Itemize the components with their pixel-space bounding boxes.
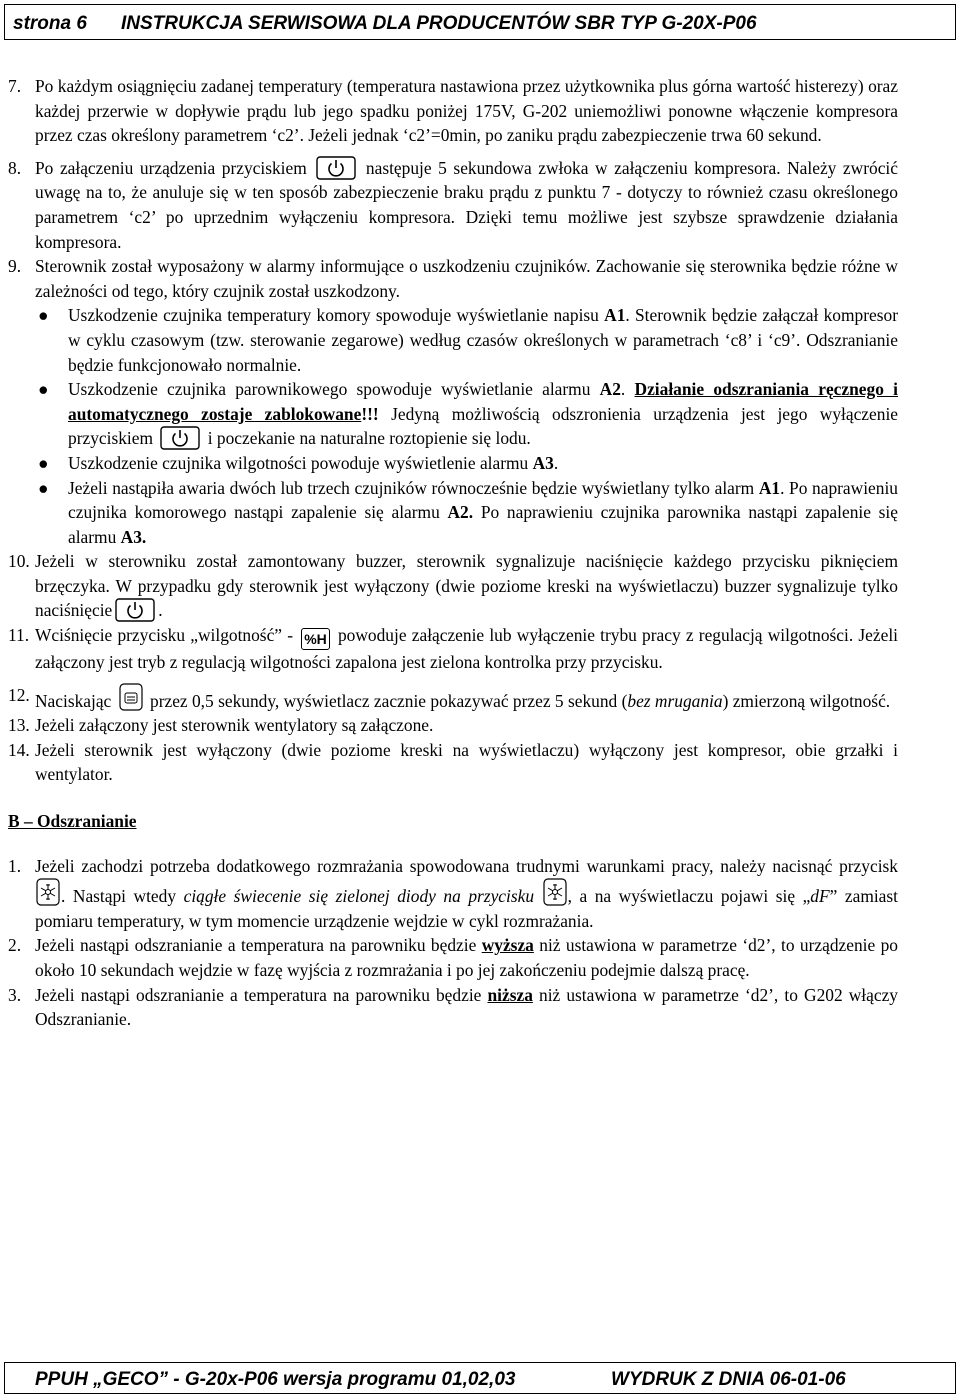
bullet-item-a3: ● Uszkodzenie czujnika wilgotności powoduje wyświetlenie alarmu A3.	[8, 451, 898, 476]
power-button-icon	[160, 426, 200, 450]
list-item-8: 8. Po załączeniu urządzenia przyciskiem następuje 5 sekundowa zwłoka w załączeniu kompresora. Należy zwrócić uwagę na to, że anuluje się w ten sposób zabezpieczenie braku prądu z punktu 7 - dotyczy to również czasu określonego parametrem ‘c2’ po uprzednim wyłączeniu kompresora. Dzięki temu możliwe jest szybsze sprawdzenie działania kompresora.	[8, 157, 898, 252]
display-button-icon	[119, 683, 143, 711]
bullet-icon: ●	[38, 452, 49, 473]
alarm-code: A1	[758, 477, 781, 498]
alarm-code: A3	[532, 452, 554, 473]
bullet-icon: ●	[38, 305, 49, 326]
defrost-button-icon	[36, 878, 60, 906]
alarm-code: A2.	[447, 502, 474, 523]
bullet-item-multi: ● Jeżeli nastąpiła awaria dwóch lub trzech czujników równocześnie będzie wyświetlany tylko alarm A1. Po naprawieniu czujnika komorowego nastąpi zapalenie się alarmu A2. Po naprawieniu czujnika parownika nastąpi zapalenie się alarmu A3.	[38, 477, 898, 547]
footer-product: PPUH „GECO” - G-20x-P06 wersja programu 01,02,03	[35, 1369, 516, 1390]
bullet-icon: ●	[38, 477, 49, 498]
page-footer	[4, 1362, 956, 1394]
bullet-icon: ●	[38, 379, 49, 400]
defrost-item-3: 3. Jeżeli nastąpi odszranianie a temperatura na parowniku będzie niższa niż ustawiona w parametrze ‘d2’, to G202 włączy Odszranianie.	[8, 984, 898, 1030]
section-title: B – Odszranianie	[8, 811, 137, 832]
alarm-code: A3.	[120, 526, 147, 547]
list-item-12: 12. Naciskając przez 0,5 sekundy, wyświetlacz zacznie pokazywać przez 5 sekund (bez mrugania) zmierzoną wilgotność.	[8, 684, 891, 711]
footer-print-date: WYDRUK Z DNIA 06-01-06	[611, 1369, 846, 1390]
document-body	[8, 74, 898, 1032]
defrost-item-1: 1. Jeżeli zachodzi potrzeba dodatkowego rozmrażania spowodowana trudnymi warunkami pracy, należy nacisnąć przycisk . Nastąpi wtedy ciągłe świecenie się zielonej diody na przycisku , a na wyświetlaczu pojawi się „dF” zamiast pomiaru temperatury, w tym momencie urządzenie wejdzie w cykl rozmrażania.	[8, 855, 898, 931]
alarm-code: A2	[599, 379, 621, 400]
power-button-icon	[115, 598, 155, 622]
bullet-item-a1: ● Uszkodzenie czujnika temperatury komory spowoduje wyświetlanie napisu A1. Sterownik będzie załączał kompresor w cyklu czasowym (tzw. sterowanie zegarowe) według czasów określonych w parametrach ‘c8’ i ‘c9’. Odszranianie będzie funkcjonowało normalnie.	[38, 305, 898, 375]
list-item-11: 11. Wciśnięcie przycisku „wilgotność” - %H powoduje załączenie lub wyłączenie trybu pracy z regulacją wilgotności. Jeżeli załączony jest tryb z regulacją wilgotności zapalona jest zielona kontrolka przy przycisku.	[8, 625, 898, 673]
page-header	[4, 4, 956, 40]
list-item-7: 7. Po każdym osiągnięciu zadanej temperatury (temperatura nastawiona przez użytkownika plus górna wartość histerezy) oraz każdej przerwie w dopływie prądu lub jego spadku poniżej 175V, G-202 uniemożliwi ponowne włączenie kompresora przez czas określony parametrem ‘c2’. Jeżeli jednak ‘c2’=0min, po zaniku prądu zabezpieczenie trwa 60 sekund.	[8, 76, 898, 146]
alarm-code: A1	[604, 305, 626, 326]
humidity-button-icon: %H	[301, 628, 330, 650]
list-item-13: 13. Jeżeli załączony jest sterownik wentylatory są załączone.	[8, 715, 434, 736]
list-item-10: 10. Jeżeli w sterowniku został zamontowany buzzer, sterownik sygnalizuje naciśnięcie każdego przycisku piknięciem brzęczyka. W przypadku gdy sterownik jest wyłączony (dwie poziome kreski na wyświetlaczu) buzzer sygnalizuje tylko naciśnięcie .	[8, 551, 898, 621]
list-item-14: 14. Jeżeli sterownik jest wyłączony (dwie poziome kreski na wyświetlaczu) wyłączony jest kompresor, obie grzałki i wentylator.	[8, 739, 898, 785]
warning-text: Działanie odszraniania ręcznego i automatycznego zostaje zablokowane	[68, 379, 898, 424]
page-number: strona 6	[13, 13, 87, 34]
defrost-button-icon	[543, 878, 567, 906]
power-button-icon	[316, 156, 356, 180]
list-item-9: 9. Sterownik został wyposażony w alarmy informujące o uszkodzeniu czujników. Zachowanie się sterownika będzie różne w zależności od tego, który czujnik został uszkodzony.	[8, 256, 898, 301]
item-text: Po każdym osiągnięciu zadanej temperatury (temperatura nastawiona przez użytkownika plus górna wartość histerezy) oraz każdej przerwie w dopływie prądu lub jego spadku poniżej 175V, G-202 uniemożliwi ponowne włączenie kompresora przez czas określony parametrem ‘c2’. Jeżeli jednak ‘c2’=0min, po zaniku prądu zabezpieczenie trwa 60 sekund.	[35, 76, 898, 146]
document-title: INSTRUKCJA SERWISOWA DLA PRODUCENTÓW SBR TYP G-20X-P06	[121, 13, 757, 34]
defrost-item-2: 2. Jeżeli nastąpi odszranianie a temperatura na parowniku będzie wyższa niż ustawiona w parametrze ‘d2’, to urządzenie po około 10 sekundach wejdzie w fazę wyjścia z rozmrażania i po jej zakończeniu podejmie dalszą pracę.	[8, 935, 898, 980]
bullet-item-a2: ● Uszkodzenie czujnika parownikowego spowoduje wyświetlanie alarmu A2. Działanie odszraniania ręcznego i automatycznego zostaje zablokowane!!! Jedyną możliwością odszronienia urządzenia jest jego wyłączenie przyciskiem i poczekanie na naturalne roztopienie się lodu.	[38, 379, 898, 449]
